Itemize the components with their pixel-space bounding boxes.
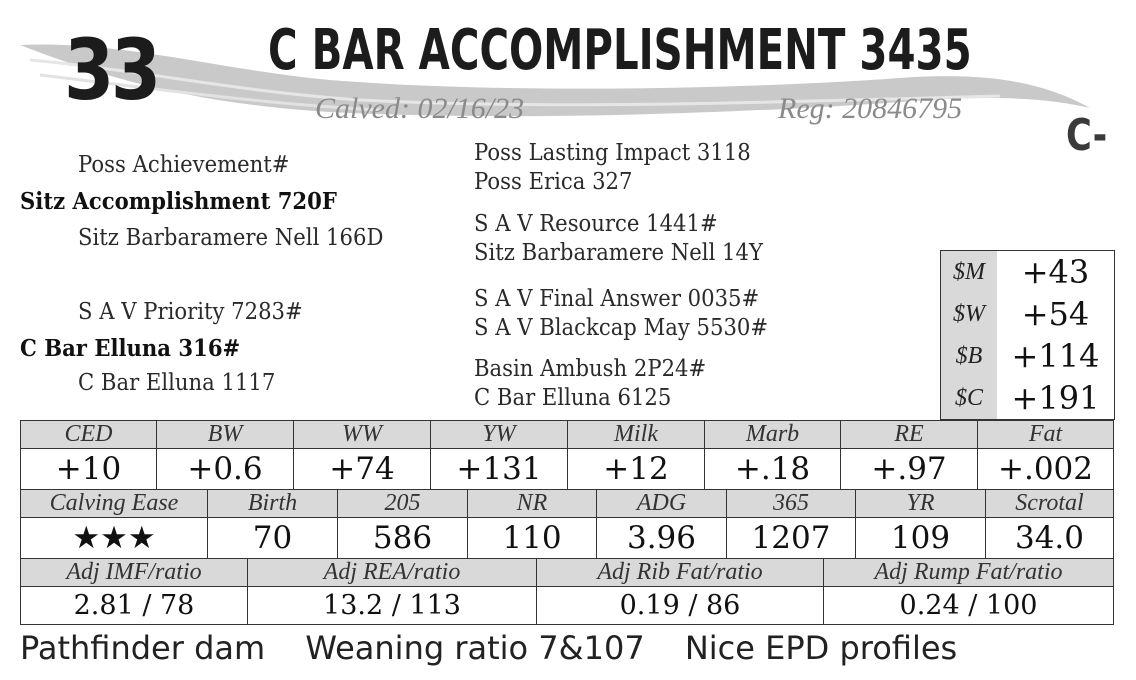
- perf-header-calving-ease: Calving Ease: [21, 490, 208, 518]
- epd-value-ced: +10: [21, 449, 157, 490]
- sire: Sitz Accomplishment 720F: [20, 188, 337, 215]
- sire-dam-sire: S A V Resource 1441#: [474, 211, 718, 237]
- perf-value-yr: 109: [856, 518, 986, 559]
- dollar-index-row: [941, 251, 1114, 293]
- carcass-header-rea: Adj REA/ratio: [248, 559, 537, 587]
- carcass-value-rump-fat: 0.24 / 100: [824, 587, 1114, 625]
- epd-value-fat: +.002: [978, 449, 1114, 490]
- perf-value-birth: 70: [208, 518, 338, 559]
- grade-badge: C-: [1066, 110, 1108, 161]
- epd-value-yw: +131: [431, 449, 568, 490]
- carcass-value-rib-fat: 0.19 / 86: [537, 587, 824, 625]
- dollar-index-row: [941, 335, 1114, 377]
- carcass-header-imf: Adj IMF/ratio: [21, 559, 248, 587]
- calved-date: Calved: 02/16/23: [315, 92, 525, 125]
- epd-header-marb: Marb: [705, 421, 841, 449]
- dam-dam-dam: C Bar Elluna 6125: [474, 385, 672, 411]
- perf-value-scrotal: 34.0: [986, 518, 1114, 559]
- epd-header-ww: WW: [294, 421, 431, 449]
- perf-header-adg: ADG: [597, 490, 727, 518]
- carcass-value-rea: 13.2 / 113: [248, 587, 537, 625]
- epd-header-re: RE: [841, 421, 978, 449]
- performance-header-row: [21, 490, 1114, 518]
- epd-header-row: [21, 421, 1114, 449]
- lot-number: 33: [64, 21, 158, 119]
- perf-value-nr: 110: [468, 518, 597, 559]
- animal-name: C BAR ACCOMPLISHMENT 3435: [268, 18, 972, 83]
- dollar-index-value: +54: [1021, 295, 1090, 333]
- dam-dam: C Bar Elluna 1117: [78, 370, 276, 396]
- perf-value-365: 1207: [727, 518, 856, 559]
- sire-sire-sire: Poss Lasting Impact 3118: [474, 140, 751, 166]
- perf-value-205: 586: [338, 518, 468, 559]
- epd-header-bw: BW: [157, 421, 294, 449]
- sire-sire-dam: Poss Erica 327: [474, 169, 633, 195]
- dam-sire-sire: S A V Final Answer 0035#: [474, 286, 760, 312]
- calving-ease-stars: ★★★: [21, 518, 208, 559]
- perf-header-365: 365: [727, 490, 856, 518]
- dollar-index-value: +43: [1021, 253, 1090, 291]
- carcass-value-row: [21, 587, 1114, 625]
- epd-table: [20, 420, 1114, 490]
- epd-header-yw: YW: [431, 421, 568, 449]
- carcass-table: [20, 558, 1114, 625]
- carcass-value-imf: 2.81 / 78: [21, 587, 248, 625]
- perf-header-nr: NR: [468, 490, 597, 518]
- performance-value-row: [21, 518, 1114, 559]
- epd-header-fat: Fat: [978, 421, 1114, 449]
- registration-number: Reg: 20846795: [778, 92, 963, 125]
- dollar-index-label: $W: [941, 293, 997, 335]
- sire-dam: Sitz Barbaramere Nell 166D: [78, 225, 384, 251]
- carcass-header-rump-fat: Adj Rump Fat/ratio: [824, 559, 1114, 587]
- dam-sire-dam: S A V Blackcap May 5530#: [474, 315, 769, 341]
- perf-header-205: 205: [338, 490, 468, 518]
- epd-value-bw: +0.6: [157, 449, 294, 490]
- perf-value-adg: 3.96: [597, 518, 727, 559]
- carcass-header-row: [21, 559, 1114, 587]
- dollar-index-label: $M: [941, 251, 997, 293]
- dollar-index-row: [941, 293, 1114, 335]
- footer-note: Nice EPD profiles: [684, 629, 958, 667]
- perf-header-yr: YR: [856, 490, 986, 518]
- carcass-header-rib-fat: Adj Rib Fat/ratio: [537, 559, 824, 587]
- perf-header-scrotal: Scrotal: [986, 490, 1114, 518]
- footer-note: Weaning ratio 7&107: [305, 629, 645, 667]
- epd-value-milk: +12: [568, 449, 705, 490]
- dollar-index-label: $B: [941, 335, 997, 377]
- dollar-index-row: [941, 377, 1114, 419]
- epd-value-ww: +74: [294, 449, 431, 490]
- footer-note: Pathfinder dam: [20, 629, 266, 667]
- perf-header-birth: Birth: [208, 490, 338, 518]
- sire-dam-dam: Sitz Barbaramere Nell 14Y: [474, 240, 763, 266]
- dollar-index-box: [940, 250, 1115, 420]
- dollar-index-value: +114: [1011, 337, 1100, 375]
- epd-value-re: +.97: [841, 449, 978, 490]
- dam: C Bar Elluna 316#: [20, 335, 241, 362]
- dam-dam-sire: Basin Ambush 2P24#: [474, 356, 707, 382]
- epd-header-milk: Milk: [568, 421, 705, 449]
- dollar-index-value: +191: [1011, 379, 1100, 417]
- epd-value-row: [21, 449, 1114, 490]
- footer-notes: [20, 626, 987, 670]
- dam-sire: S A V Priority 7283#: [78, 299, 303, 325]
- dollar-index-label: $C: [941, 377, 997, 419]
- sire-sire: Poss Achievement#: [78, 152, 290, 178]
- performance-table: [20, 489, 1114, 559]
- epd-value-marb: +.18: [705, 449, 841, 490]
- epd-header-ced: CED: [21, 421, 157, 449]
